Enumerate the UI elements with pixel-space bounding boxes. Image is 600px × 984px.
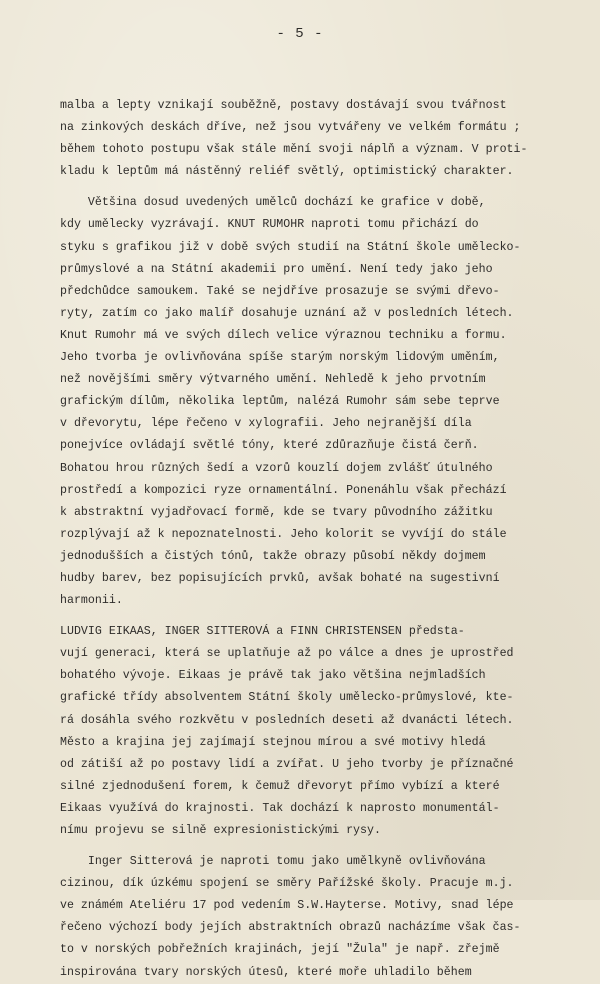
text-line: Město a krajina jej zajímají stejnou mírou a své motivy hledá: [60, 735, 486, 749]
text-line: ryty, zatím co jako malíř dosahuje uznání až v posledních létech.: [60, 306, 514, 320]
text-line: Eikaas využívá do krajnosti. Tak dochází k naprosto monumentál-: [60, 801, 500, 815]
text-line: v dřevorytu, lépe řečeno v xylografii. Jeho nejranější díla: [60, 417, 472, 431]
text-line: LUDVIG EIKAAS, INGER SITTEROVÁ a FINN CHRISTENSEN předsta-: [60, 625, 465, 639]
text-line: Knut Rumohr má ve svých dílech velice výraznou techniku a formu.: [60, 328, 507, 342]
paragraph-1: [60, 95, 588, 183]
text-line: od zátiší až po postavy lidí a zvířat. U jeho tvorby je příznačné: [60, 757, 514, 771]
text-line: jednodušších a čistých tónů, takže obrazy působí někdy dojmem: [60, 549, 486, 563]
text-line: malba a lepty vznikají souběžně, postavy dostávají svou tvářnost: [60, 99, 507, 112]
text-line: kdy umělecky vyzrávají. KNUT RUMOHR naproti tomu přichází do: [60, 218, 479, 232]
text-line: Bohatou hrou různých šedí a vzorů kouzlí dojem zvlášť útulného: [60, 461, 493, 475]
text-line: ve známém Ateliéru 17 pod vedením S.W.Hayterse. Motivy, snad lépe: [60, 899, 514, 913]
text-line: než novějšími směry výtvarného umění. Nehledě k jeho prvotním: [60, 373, 486, 387]
text-line: rozplývají až k nepoznatelnosti. Jeho kolorit se vyvíjí do stále: [60, 527, 507, 541]
text-line: grafickým dílům, několika leptům, nalézá Rumohr sám sebe teprve: [60, 395, 500, 409]
paragraph-4: [60, 851, 588, 984]
text-line: grafické třídy absolventem Státní školy umělecko-průmyslové, kte-: [60, 691, 514, 705]
text-line: průmyslové a na Státní akademii pro umění. Není tedy jako jeho: [60, 262, 493, 276]
text-line: hudby barev, bez popisujících prvků, avšak bohaté na sugestivní: [60, 571, 500, 585]
text-line: harmonii.: [60, 594, 123, 608]
text-line: rá dosáhla svého rozkvětu v posledních deseti až dvanácti létech.: [60, 713, 514, 727]
paragraph-3: [60, 621, 588, 842]
text-line: inspirována tvary norských útesů, které moře uhladilo během: [60, 965, 472, 979]
text-line: cizinou, dík úzkému spojení se směry Pařížské školy. Pracuje m.j.: [60, 877, 514, 891]
text-line: na zinkových deskách dříve, než jsou vytvářeny ve velkém formátu ;: [60, 121, 521, 135]
text-line: předchůdce samoukem. Také se nejdříve prosazuje se svými dřevo-: [60, 284, 500, 298]
text-line: Inger Sitterová je naproti tomu jako umělkyně ovlivňována: [60, 855, 486, 869]
text-line: styku s grafikou již v době svých studií na Státní škole umělecko-: [60, 240, 521, 254]
text-line: Jeho tvorba je ovlivňována spíše starým norským lidovým uměním,: [60, 351, 500, 365]
body-text: [60, 95, 588, 984]
text-line: řečeno výchozí body jejích abstraktních obrazů nacházíme však čas-: [60, 921, 521, 935]
text-line: kladu k leptům má nástěnný reliéf světlý, optimistický charakter.: [60, 165, 514, 179]
text-line: k abstraktní vyjadřovací formě, kde se tvary původního zážitku: [60, 505, 493, 519]
text-line: Většina dosud uvedených umělců dochází ke grafice v době,: [60, 196, 486, 210]
text-line: prostředí a kompozici ryze ornamentální. Ponenáhlu však přechází: [60, 483, 507, 497]
text-line: to v norských pobřežních krajinách, její "Žula" je např. zřejmě: [60, 943, 500, 957]
text-line: silné zjednodušení forem, k čemuž dřevoryt přímo vybízí a které: [60, 779, 500, 793]
text-line: během tohoto postupu však stále mění svoji náplň a význam. V proti-: [60, 143, 528, 157]
paragraph-2: [60, 192, 588, 612]
page-number: - 5 -: [276, 26, 324, 42]
text-line: nímu projevu se silně expresionistickými rysy.: [60, 824, 381, 837]
text-line: ponejvíce ovládají světlé tóny, které zdůrazňuje čistá čerň.: [60, 439, 479, 453]
text-line: bohatého vývoje. Eikaas je právě tak jako většina nejmladších: [60, 669, 486, 683]
text-line: vují generaci, která se uplatňuje až po válce a dnes je uprostřed: [60, 647, 514, 661]
